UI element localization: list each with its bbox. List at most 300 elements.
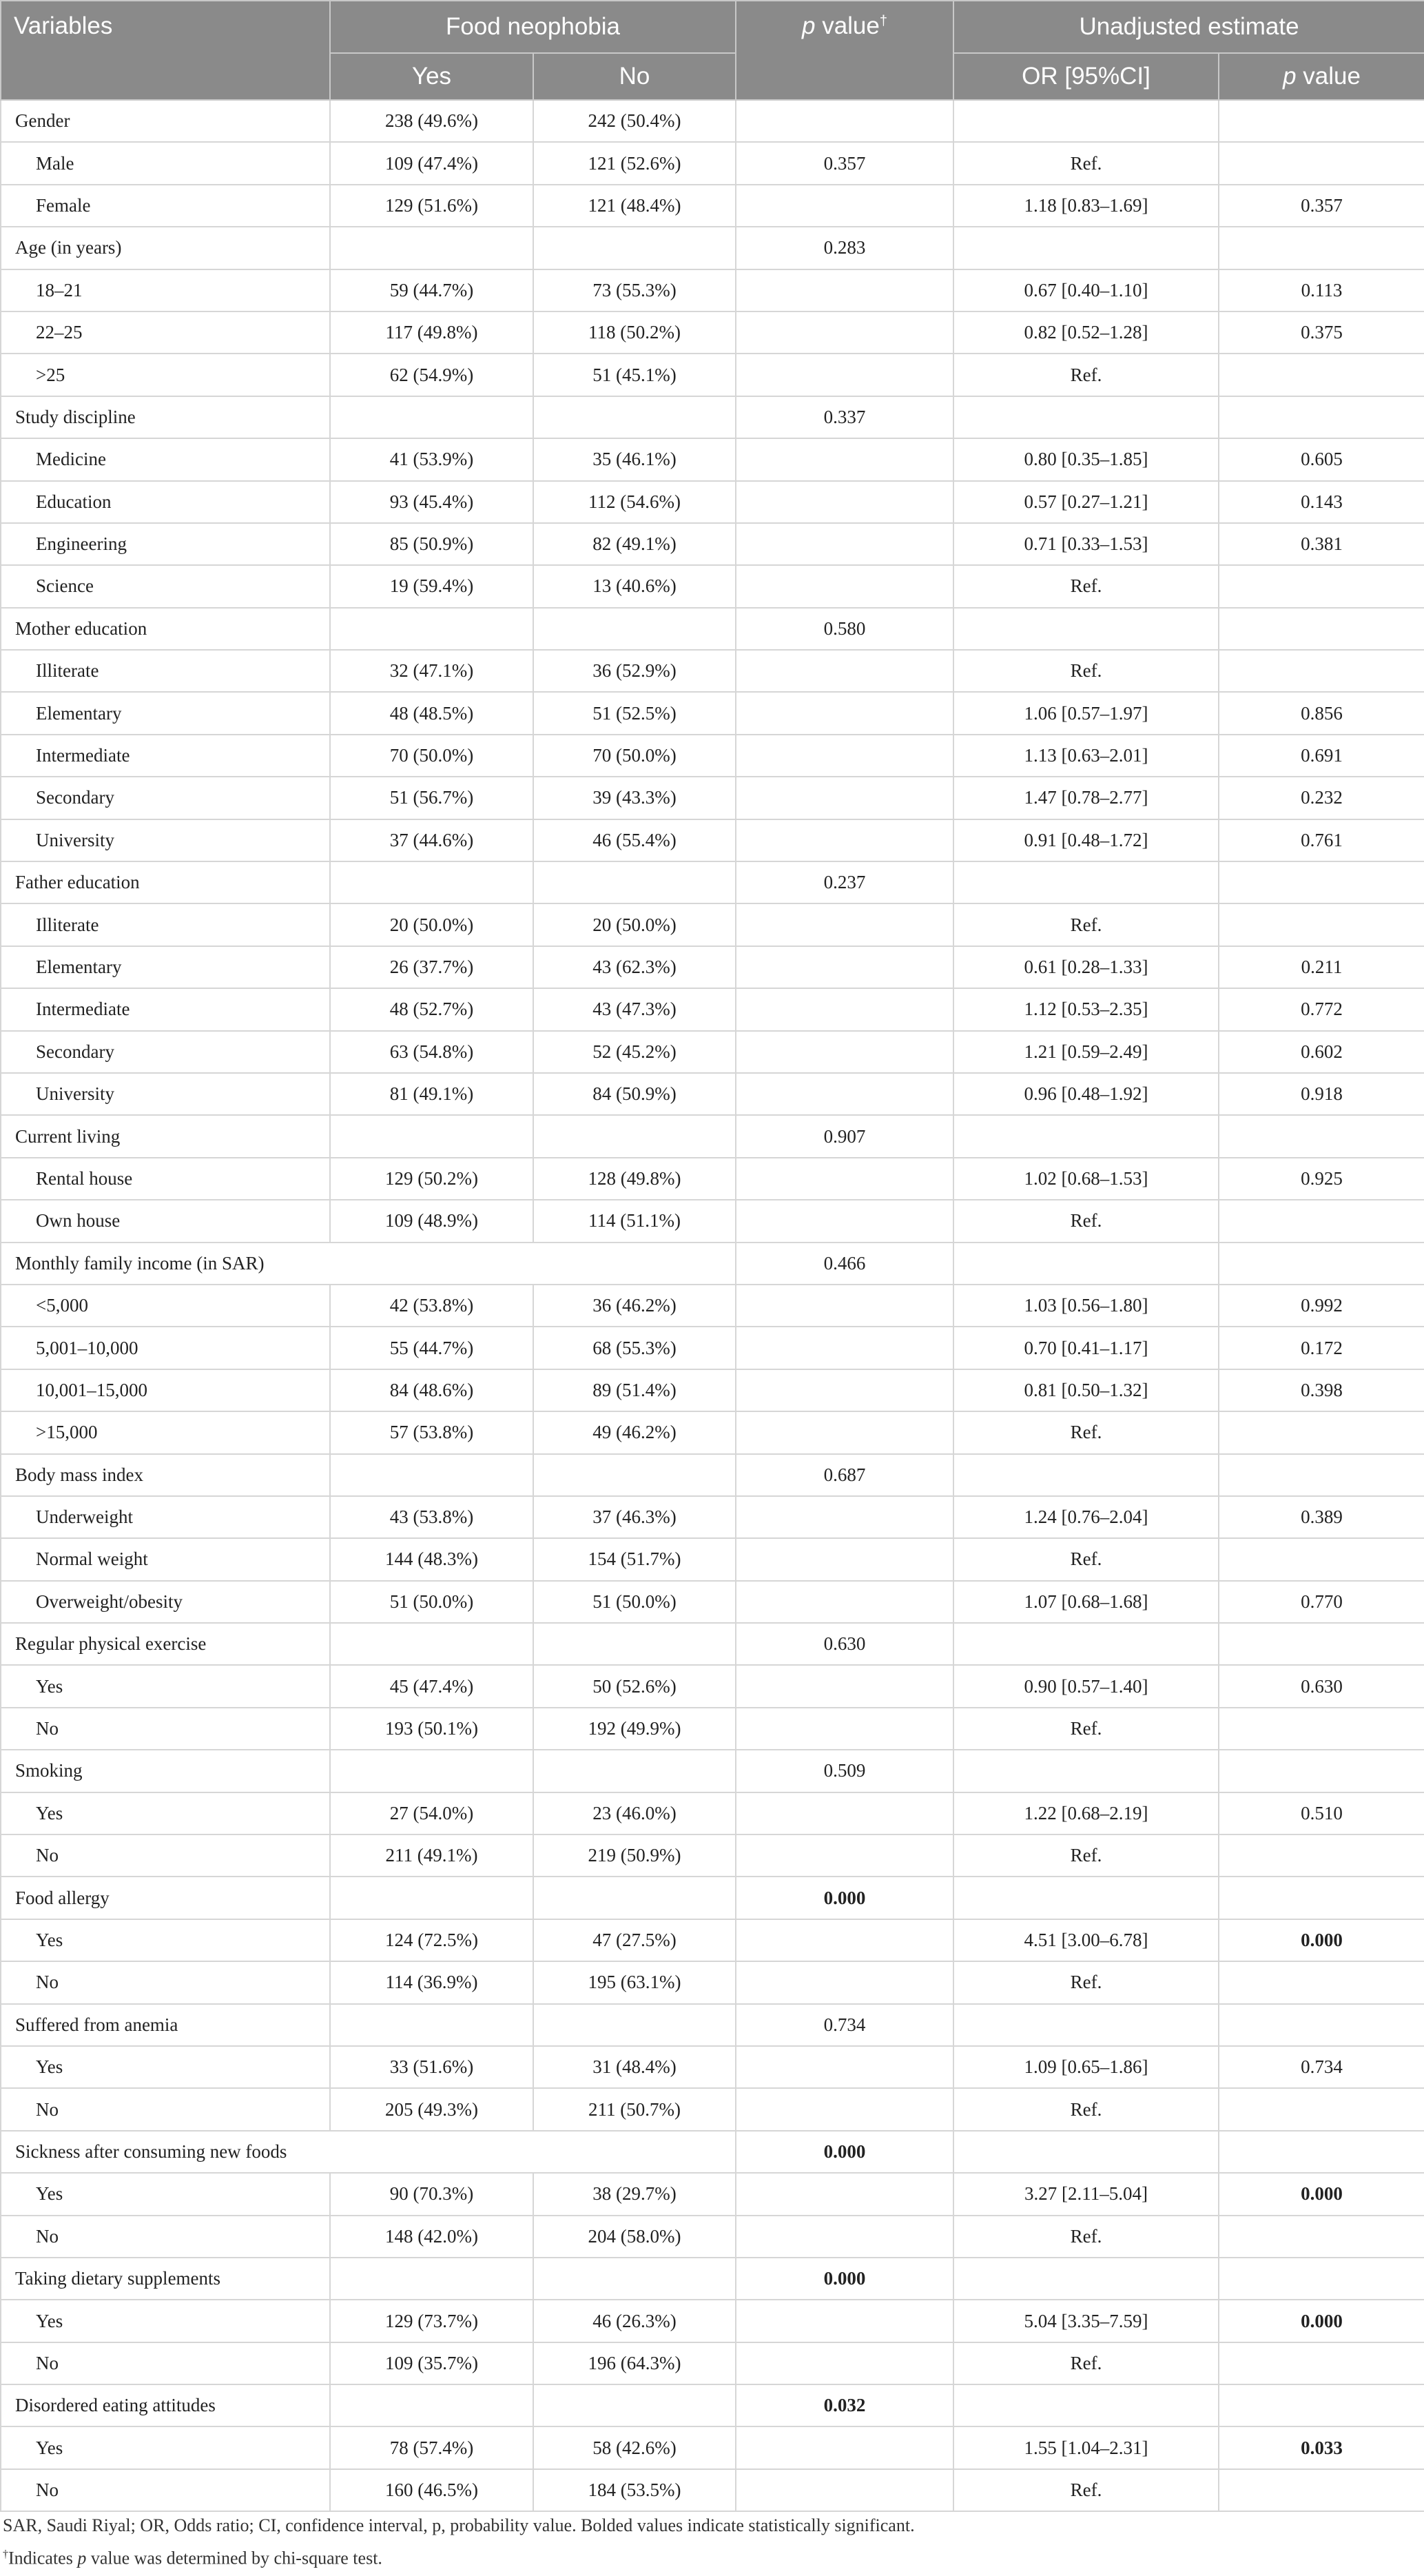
cell-no: 20 (50.0%) xyxy=(533,903,736,945)
cell-p-value-2: 0.602 xyxy=(1219,1031,1424,1073)
table-row xyxy=(1,269,1424,311)
cell-or-ci: Ref. xyxy=(953,1538,1219,1580)
table-row xyxy=(1,142,1424,184)
table-group-row xyxy=(1,396,1424,438)
cell-p-value-2 xyxy=(1219,2131,1424,2173)
cell-or-ci: Ref. xyxy=(953,650,1219,692)
cell-p-value-2: 0.000 xyxy=(1219,1919,1424,1961)
cell-or-ci xyxy=(953,2004,1219,2046)
cell-variable: Engineering xyxy=(1,523,330,565)
cell-p-value-2: 0.000 xyxy=(1219,2173,1424,2215)
cell-p-value xyxy=(736,2088,953,2130)
cell-or-ci: 1.55 [1.04–2.31] xyxy=(953,2426,1219,2468)
cell-p-value xyxy=(736,819,953,861)
table-row xyxy=(1,819,1424,861)
cell-no xyxy=(533,608,736,650)
cell-p-value: 0.032 xyxy=(736,2384,953,2426)
cell-variable: Yes xyxy=(1,1665,330,1707)
cell-variable: Smoking xyxy=(1,1750,330,1792)
cell-p-value xyxy=(736,1327,953,1369)
cell-p-value-2: 0.211 xyxy=(1219,946,1424,988)
cell-variable: No xyxy=(1,2342,330,2384)
cell-p-value xyxy=(736,1200,953,1242)
cell-p-value xyxy=(736,311,953,354)
cell-variable: No xyxy=(1,2088,330,2130)
cell-or-ci: Ref. xyxy=(953,2342,1219,2384)
cell-or-ci xyxy=(953,1623,1219,1665)
cell-yes: 59 (44.7%) xyxy=(330,269,533,311)
cell-yes: 124 (72.5%) xyxy=(330,1919,533,1961)
cell-no: 43 (47.3%) xyxy=(533,988,736,1030)
cell-yes: 211 (49.1%) xyxy=(330,1834,533,1877)
cell-yes: 62 (54.9%) xyxy=(330,354,533,396)
header-unadjusted-estimate: Unadjusted estimate xyxy=(953,1,1424,53)
cell-yes xyxy=(330,861,533,903)
table-row xyxy=(1,1581,1424,1623)
cell-p-value xyxy=(736,650,953,692)
cell-p-value xyxy=(736,523,953,565)
cell-p-value xyxy=(736,946,953,988)
table-row xyxy=(1,1538,1424,1580)
cell-p-value xyxy=(736,1834,953,1877)
cell-p-value-2: 0.761 xyxy=(1219,819,1424,861)
table-body xyxy=(1,100,1424,2511)
cell-p-value xyxy=(736,1665,953,1707)
cell-p-value-2: 0.375 xyxy=(1219,311,1424,354)
cell-yes: 57 (53.8%) xyxy=(330,1411,533,1453)
cell-no: 47 (27.5%) xyxy=(533,1919,736,1961)
cell-no: 154 (51.7%) xyxy=(533,1538,736,1580)
cell-p-value xyxy=(736,1538,953,1580)
cell-p-value xyxy=(736,2216,953,2258)
cell-no: 43 (62.3%) xyxy=(533,946,736,988)
cell-or-ci: Ref. xyxy=(953,1708,1219,1750)
cell-p-value: 0.509 xyxy=(736,1750,953,1792)
cell-yes: 26 (37.7%) xyxy=(330,946,533,988)
cell-p-value xyxy=(736,1919,953,1961)
cell-variable: No xyxy=(1,2469,330,2511)
cell-variable: Food allergy xyxy=(1,1877,330,1919)
cell-no: 31 (48.4%) xyxy=(533,2046,736,2088)
cell-p-value-2 xyxy=(1219,1454,1424,1496)
header-p-italic: p xyxy=(802,12,816,39)
cell-no xyxy=(533,1750,736,1792)
cell-or-ci: 1.09 [0.65–1.86] xyxy=(953,2046,1219,2088)
cell-yes: 63 (54.8%) xyxy=(330,1031,533,1073)
cell-variable: Current living xyxy=(1,1115,330,1157)
cell-or-ci: 0.82 [0.52–1.28] xyxy=(953,311,1219,354)
cell-p-value-2: 0.232 xyxy=(1219,777,1424,819)
table-group-row xyxy=(1,861,1424,903)
cell-yes: 51 (50.0%) xyxy=(330,1581,533,1623)
cell-variable: >25 xyxy=(1,354,330,396)
cell-p-value xyxy=(736,1496,953,1538)
cell-no: 112 (54.6%) xyxy=(533,481,736,523)
cell-p-value xyxy=(736,1285,953,1327)
cell-p-value: 0.000 xyxy=(736,2258,953,2300)
cell-or-ci xyxy=(953,2384,1219,2426)
cell-p-value xyxy=(736,1411,953,1453)
cell-yes: 129 (51.6%) xyxy=(330,185,533,227)
cell-variable: Yes xyxy=(1,2173,330,2215)
header-dagger: † xyxy=(879,13,887,29)
footnote-text-b: value was determined by chi-square test. xyxy=(86,2548,382,2568)
cell-no: 70 (50.0%) xyxy=(533,735,736,777)
cell-variable: Secondary xyxy=(1,777,330,819)
header-food-neophobia: Food neophobia xyxy=(330,1,736,53)
cell-variable: Secondary xyxy=(1,1031,330,1073)
cell-no: 58 (42.6%) xyxy=(533,2426,736,2468)
table-row xyxy=(1,1158,1424,1200)
table-row xyxy=(1,311,1424,354)
table-row xyxy=(1,1834,1424,1877)
cell-p-value xyxy=(736,1369,953,1411)
header-p-value xyxy=(736,1,953,100)
cell-yes: 41 (53.9%) xyxy=(330,438,533,480)
cell-p-value xyxy=(736,269,953,311)
cell-variable: Taking dietary supplements xyxy=(1,2258,330,2300)
cell-p-value-2 xyxy=(1219,2469,1424,2511)
cell-yes: 55 (44.7%) xyxy=(330,1327,533,1369)
cell-or-ci: Ref. xyxy=(953,354,1219,396)
cell-p-value-2: 0.925 xyxy=(1219,1158,1424,1200)
cell-no xyxy=(533,2004,736,2046)
cell-p-value xyxy=(736,777,953,819)
cell-or-ci: 0.67 [0.40–1.10] xyxy=(953,269,1219,311)
cell-no: 51 (45.1%) xyxy=(533,354,736,396)
header-p2-rest: value xyxy=(1296,63,1361,90)
cell-no: 242 (50.4%) xyxy=(533,100,736,142)
table-group-row xyxy=(1,1750,1424,1792)
cell-no xyxy=(533,2258,736,2300)
table-row xyxy=(1,565,1424,607)
cell-p-value xyxy=(736,354,953,396)
cell-or-ci xyxy=(953,2131,1219,2173)
table-group-row xyxy=(1,1877,1424,1919)
cell-p-value-2: 0.033 xyxy=(1219,2426,1424,2468)
cell-variable: Intermediate xyxy=(1,988,330,1030)
cell-p-value xyxy=(736,735,953,777)
cell-or-ci: 0.70 [0.41–1.17] xyxy=(953,1327,1219,1369)
cell-p-value-2: 0.772 xyxy=(1219,988,1424,1030)
table-group-row xyxy=(1,2004,1424,2046)
cell-p-value-2 xyxy=(1219,142,1424,184)
cell-p-value xyxy=(736,903,953,945)
cell-variable: No xyxy=(1,2216,330,2258)
table-row xyxy=(1,1665,1424,1707)
table-group-row xyxy=(1,1243,1424,1285)
cell-p-value-2: 0.918 xyxy=(1219,1073,1424,1115)
cell-yes xyxy=(330,1115,533,1157)
cell-p-value xyxy=(736,2469,953,2511)
cell-p-value-2: 0.389 xyxy=(1219,1496,1424,1538)
table-row xyxy=(1,481,1424,523)
cell-p-value-2: 0.992 xyxy=(1219,1285,1424,1327)
cell-p-value xyxy=(736,185,953,227)
header-p2-italic: p xyxy=(1283,63,1297,90)
cell-p-value: 0.337 xyxy=(736,396,953,438)
cell-or-ci xyxy=(953,1877,1219,1919)
table-row xyxy=(1,2300,1424,2342)
cell-p-value: 0.000 xyxy=(736,1877,953,1919)
footnote-p-italic: p xyxy=(77,2548,87,2568)
cell-p-value-2 xyxy=(1219,1750,1424,1792)
table-row xyxy=(1,903,1424,945)
cell-p-value-2: 0.000 xyxy=(1219,2300,1424,2342)
cell-p-value-2 xyxy=(1219,2216,1424,2258)
cell-yes: 85 (50.9%) xyxy=(330,523,533,565)
table-row xyxy=(1,1285,1424,1327)
cell-or-ci: Ref. xyxy=(953,2088,1219,2130)
cell-variable: Education xyxy=(1,481,330,523)
cell-p-value-2: 0.630 xyxy=(1219,1665,1424,1707)
cell-no xyxy=(533,2384,736,2426)
cell-yes xyxy=(330,2384,533,2426)
cell-yes: 205 (49.3%) xyxy=(330,2088,533,2130)
cell-variable: Yes xyxy=(1,2426,330,2468)
cell-or-ci: Ref. xyxy=(953,903,1219,945)
cell-p-value-2 xyxy=(1219,2004,1424,2046)
cell-no: 36 (46.2%) xyxy=(533,1285,736,1327)
cell-no: 204 (58.0%) xyxy=(533,2216,736,2258)
cell-variable: Science xyxy=(1,565,330,607)
cell-variable: Medicine xyxy=(1,438,330,480)
cell-yes: 70 (50.0%) xyxy=(330,735,533,777)
cell-p-value: 0.000 xyxy=(736,2131,953,2173)
cell-variable: Illiterate xyxy=(1,650,330,692)
cell-no xyxy=(533,1623,736,1665)
cell-or-ci xyxy=(953,1454,1219,1496)
cell-or-ci: 0.81 [0.50–1.32] xyxy=(953,1369,1219,1411)
cell-p-value: 0.580 xyxy=(736,608,953,650)
cell-no: 51 (50.0%) xyxy=(533,1581,736,1623)
table-row xyxy=(1,2469,1424,2511)
cell-variable: No xyxy=(1,1834,330,1877)
cell-variable: Male xyxy=(1,142,330,184)
cell-or-ci: 0.71 [0.33–1.53] xyxy=(953,523,1219,565)
table-row xyxy=(1,1496,1424,1538)
cell-no: 211 (50.7%) xyxy=(533,2088,736,2130)
cell-p-value xyxy=(736,438,953,480)
cell-no: 68 (55.3%) xyxy=(533,1327,736,1369)
table-row xyxy=(1,735,1424,777)
cell-no: 84 (50.9%) xyxy=(533,1073,736,1115)
cell-no: 195 (63.1%) xyxy=(533,1961,736,2003)
cell-variable: Sickness after consuming new foods xyxy=(1,2131,736,2173)
cell-or-ci: 1.13 [0.63–2.01] xyxy=(953,735,1219,777)
cell-variable: Monthly family income (in SAR) xyxy=(1,1243,736,1285)
cell-p-value: 0.237 xyxy=(736,861,953,903)
cell-variable: No xyxy=(1,1961,330,2003)
cell-yes: 48 (52.7%) xyxy=(330,988,533,1030)
table-row xyxy=(1,523,1424,565)
header-or-ci: OR [95%CI] xyxy=(953,53,1219,100)
cell-variable: University xyxy=(1,1073,330,1115)
cell-or-ci: 0.80 [0.35–1.85] xyxy=(953,438,1219,480)
cell-no: 73 (55.3%) xyxy=(533,269,736,311)
cell-yes: 20 (50.0%) xyxy=(330,903,533,945)
cell-p-value-2: 0.143 xyxy=(1219,481,1424,523)
cell-p-value xyxy=(736,988,953,1030)
cell-or-ci xyxy=(953,1115,1219,1157)
cell-p-value-2 xyxy=(1219,565,1424,607)
cell-or-ci xyxy=(953,608,1219,650)
cell-or-ci xyxy=(953,861,1219,903)
cell-yes: 160 (46.5%) xyxy=(330,2469,533,2511)
cell-yes: 114 (36.9%) xyxy=(330,1961,533,2003)
table-row xyxy=(1,438,1424,480)
cell-or-ci: 1.47 [0.78–2.77] xyxy=(953,777,1219,819)
header-yes: Yes xyxy=(330,53,533,100)
cell-yes xyxy=(330,396,533,438)
cell-no: 184 (53.5%) xyxy=(533,2469,736,2511)
table-row xyxy=(1,777,1424,819)
cell-or-ci: Ref. xyxy=(953,565,1219,607)
cell-or-ci: 1.18 [0.83–1.69] xyxy=(953,185,1219,227)
table-row xyxy=(1,2426,1424,2468)
table-row xyxy=(1,1411,1424,1453)
cell-yes xyxy=(330,1877,533,1919)
cell-yes xyxy=(330,608,533,650)
footnote-abbreviations: SAR, Saudi Riyal; OR, Odds ratio; CI, confidence interval, p, probability value. Bolded values indicate statistically significant. xyxy=(3,2515,915,2535)
cell-no: 196 (64.3%) xyxy=(533,2342,736,2384)
cell-variable: Gender xyxy=(1,100,330,142)
cell-variable: Yes xyxy=(1,2046,330,2088)
cell-yes: 117 (49.8%) xyxy=(330,311,533,354)
cell-p-value xyxy=(736,1581,953,1623)
cell-yes: 19 (59.4%) xyxy=(330,565,533,607)
cell-yes: 109 (35.7%) xyxy=(330,2342,533,2384)
cell-p-value-2 xyxy=(1219,2384,1424,2426)
cell-yes: 90 (70.3%) xyxy=(330,2173,533,2215)
cell-p-value: 0.734 xyxy=(736,2004,953,2046)
table-group-row xyxy=(1,1115,1424,1157)
cell-no: 82 (49.1%) xyxy=(533,523,736,565)
cell-variable: Age (in years) xyxy=(1,227,330,269)
cell-variable: Own house xyxy=(1,1200,330,1242)
cell-or-ci: 0.91 [0.48–1.72] xyxy=(953,819,1219,861)
table-row xyxy=(1,1369,1424,1411)
cell-variable: Underweight xyxy=(1,1496,330,1538)
cell-yes: 238 (49.6%) xyxy=(330,100,533,142)
cell-no: 49 (46.2%) xyxy=(533,1411,736,1453)
table-row xyxy=(1,1792,1424,1834)
table-group-row xyxy=(1,2384,1424,2426)
cell-p-value-2 xyxy=(1219,2342,1424,2384)
table-row xyxy=(1,1073,1424,1115)
cell-or-ci: 0.61 [0.28–1.33] xyxy=(953,946,1219,988)
cell-variable: Disordered eating attitudes xyxy=(1,2384,330,2426)
cell-p-value xyxy=(736,1073,953,1115)
footnote-chi-square xyxy=(3,2543,1424,2570)
cell-p-value xyxy=(736,565,953,607)
cell-variable: Normal weight xyxy=(1,1538,330,1580)
cell-p-value xyxy=(736,2342,953,2384)
cell-or-ci: 0.57 [0.27–1.21] xyxy=(953,481,1219,523)
cell-no xyxy=(533,1115,736,1157)
cell-p-value: 0.630 xyxy=(736,1623,953,1665)
cell-p-value: 0.283 xyxy=(736,227,953,269)
cell-yes: 193 (50.1%) xyxy=(330,1708,533,1750)
table-row xyxy=(1,1919,1424,1961)
cell-or-ci xyxy=(953,100,1219,142)
table-row xyxy=(1,1200,1424,1242)
cell-no: 121 (52.6%) xyxy=(533,142,736,184)
cell-yes: 27 (54.0%) xyxy=(330,1792,533,1834)
table-row xyxy=(1,692,1424,734)
cell-p-value-2 xyxy=(1219,650,1424,692)
cell-yes: 43 (53.8%) xyxy=(330,1496,533,1538)
cell-p-value-2: 0.734 xyxy=(1219,2046,1424,2088)
cell-variable: Study discipline xyxy=(1,396,330,438)
cell-p-value xyxy=(736,2300,953,2342)
cell-or-ci xyxy=(953,2258,1219,2300)
cell-no xyxy=(533,861,736,903)
cell-or-ci: Ref. xyxy=(953,2216,1219,2258)
cell-variable: Rental house xyxy=(1,1158,330,1200)
cell-no xyxy=(533,1454,736,1496)
footnote-text-a: Indicates xyxy=(8,2548,78,2568)
cell-no: 39 (43.3%) xyxy=(533,777,736,819)
cell-p-value-2: 0.381 xyxy=(1219,523,1424,565)
cell-p-value: 0.907 xyxy=(736,1115,953,1157)
cell-variable: Yes xyxy=(1,2300,330,2342)
cell-or-ci: 1.07 [0.68–1.68] xyxy=(953,1581,1219,1623)
cell-no: 46 (26.3%) xyxy=(533,2300,736,2342)
cell-no: 23 (46.0%) xyxy=(533,1792,736,1834)
header-variables: Variables xyxy=(1,1,330,100)
cell-no xyxy=(533,227,736,269)
table-group-row xyxy=(1,2258,1424,2300)
cell-p-value-2: 0.398 xyxy=(1219,1369,1424,1411)
table-row xyxy=(1,354,1424,396)
cell-yes: 78 (57.4%) xyxy=(330,2426,533,2468)
cell-p-value xyxy=(736,1031,953,1073)
cell-p-value-2 xyxy=(1219,1243,1424,1285)
cell-variable: Regular physical exercise xyxy=(1,1623,330,1665)
header-p-value-2 xyxy=(1219,53,1424,100)
cell-yes xyxy=(330,227,533,269)
cell-variable: >15,000 xyxy=(1,1411,330,1453)
cell-p-value-2: 0.357 xyxy=(1219,185,1424,227)
cell-p-value xyxy=(736,2046,953,2088)
cell-yes: 48 (48.5%) xyxy=(330,692,533,734)
cell-variable: Intermediate xyxy=(1,735,330,777)
cell-or-ci: Ref. xyxy=(953,1834,1219,1877)
cell-no: 114 (51.1%) xyxy=(533,1200,736,1242)
cell-variable: Elementary xyxy=(1,692,330,734)
cell-or-ci: 0.90 [0.57–1.40] xyxy=(953,1665,1219,1707)
cell-or-ci: Ref. xyxy=(953,1961,1219,2003)
table-group-row xyxy=(1,100,1424,142)
table-row xyxy=(1,1708,1424,1750)
cell-p-value xyxy=(736,1708,953,1750)
cell-p-value-2 xyxy=(1219,1538,1424,1580)
cell-p-value xyxy=(736,100,953,142)
table-row xyxy=(1,1327,1424,1369)
cell-or-ci: 1.02 [0.68–1.53] xyxy=(953,1158,1219,1200)
table-row xyxy=(1,2342,1424,2384)
table-row xyxy=(1,2088,1424,2130)
cell-p-value-2: 0.113 xyxy=(1219,269,1424,311)
cell-no: 50 (52.6%) xyxy=(533,1665,736,1707)
cell-p-value-2: 0.770 xyxy=(1219,1581,1424,1623)
cell-p-value-2 xyxy=(1219,861,1424,903)
cell-yes xyxy=(330,1454,533,1496)
cell-yes: 93 (45.4%) xyxy=(330,481,533,523)
cell-variable: Illiterate xyxy=(1,903,330,945)
cell-variable: Overweight/obesity xyxy=(1,1581,330,1623)
